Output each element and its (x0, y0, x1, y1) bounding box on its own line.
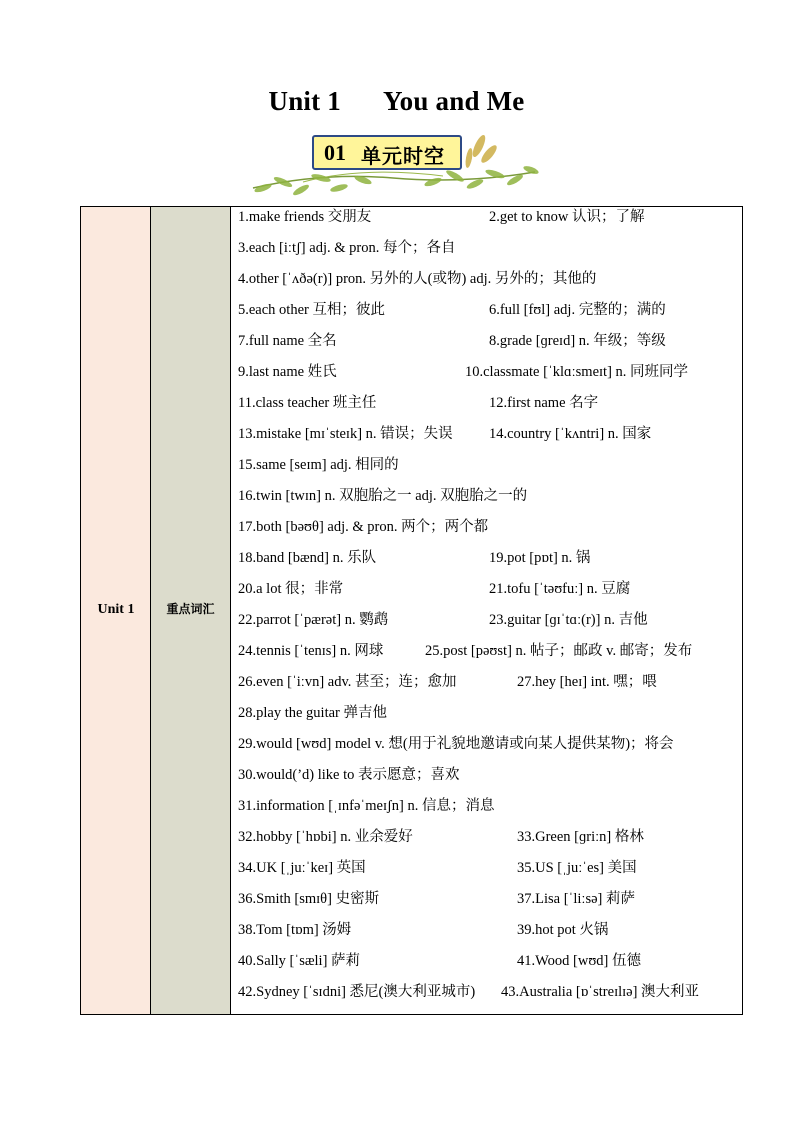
vocab-entry: 34.UK [ˌjuːˈkeɪ] 英国 (238, 860, 366, 876)
vocab-entry: 32.hobby [ˈhɒbi] n. 业余爱好 (238, 829, 413, 845)
title-unit: Unit 1 (268, 86, 341, 116)
vocab-entry: 5.each other 互相；彼此 (238, 302, 385, 318)
vocab-entry: 8.grade [ɡreɪd] n. 年级；等级 (489, 333, 666, 349)
vocab-entry: 42.Sydney [ˈsɪdni] 悉尼(澳大利亚城市) (238, 984, 476, 1000)
vocab-entry: 23.guitar [ɡɪˈtɑː(r)] n. 吉他 (489, 612, 648, 628)
vocab-entry: 4.other [ˈʌðə(r)] pron. 另外的人(或物) adj. 另外的；其他的 (238, 271, 597, 287)
unit-cell (81, 207, 151, 1014)
vocab-entry: 35.US [ˌjuːˈes] 美国 (517, 860, 637, 876)
vocab-entry: 38.Tom [tɒm] 汤姆 (238, 922, 352, 938)
vocab-entry: 41.Wood [wʊd] 伍德 (517, 953, 641, 969)
vocabulary-table (80, 206, 743, 1015)
vocab-entry: 30.would(’d) like to 表示愿意；喜欢 (238, 767, 460, 783)
vocab-entry: 18.band [bænd] n. 乐队 (238, 550, 377, 566)
vocab-entry: 26.even [ˈiːvn] adv. 甚至；连；愈加 (238, 674, 457, 690)
vocab-entry: 13.mistake [mɪˈsteɪk] n. 错误；失误 (238, 426, 453, 442)
vocab-entry: 15.same [seɪm] adj. 相同的 (238, 457, 399, 473)
vocab-entry: 9.last name 姓氏 (238, 364, 337, 380)
vocab-entry: 19.pot [pɒt] n. 锅 (489, 550, 591, 566)
banner-number: 01 (324, 140, 346, 165)
vocab-entry: 24.tennis [ˈtenɪs] n. 网球 (238, 643, 384, 659)
vocab-entry: 1.make friends 交朋友 (238, 209, 372, 225)
vocab-entry: 25.post [pəʊst] n. 帖子；邮政 v. 邮寄；发布 (425, 643, 693, 659)
banner-label: 单元时空 (361, 144, 445, 168)
unit-label: Unit 1 (97, 602, 135, 617)
vocab-entry: 6.full [fʊl] adj. 完整的；满的 (489, 302, 666, 318)
vocabulary-list (231, 207, 742, 1014)
vocab-entry: 21.tofu [ˈtəʊfuː] n. 豆腐 (489, 581, 631, 597)
vocab-entry: 10.classmate [ˈklɑːsmeɪt] n. 同班同学 (465, 364, 689, 380)
category-label: 重点词汇 (166, 602, 215, 616)
title-topic: You and Me (382, 86, 525, 116)
vocab-entry: 29.would [wʊd] model v. 想(用于礼貌地邀请或向某人提供某物)；将会 (238, 736, 674, 752)
vocab-entry: 43.Australia [ɒˈstreɪlɪə] 澳大利亚 (501, 984, 700, 1000)
vocab-entry: 3.each [iːtʃ] adj. & pron. 每个；各自 (238, 240, 456, 256)
page-title (0, 86, 793, 117)
vocab-entry: 14.country [ˈkʌntri] n. 国家 (489, 426, 652, 442)
vocab-entry: 20.a lot 很；非常 (238, 581, 344, 597)
vocab-entry: 36.Smith [smɪθ] 史密斯 (238, 891, 380, 907)
vocab-entry: 2.get to know 认识；了解 (489, 209, 645, 225)
vocab-entry: 11.class teacher 班主任 (238, 395, 377, 411)
vocab-entry: 16.twin [twɪn] n. 双胞胎之一 adj. 双胞胎之一的 (238, 488, 528, 504)
vocab-entry: 12.first name 名字 (489, 395, 599, 411)
vocab-entry: 33.Green [ɡriːn] 格林 (517, 829, 644, 845)
vocab-entry: 31.information [ˌɪnfəˈmeɪʃn] n. 信息；消息 (238, 798, 495, 814)
vocab-entry: 17.both [bəʊθ] adj. & pron. 两个；两个都 (238, 519, 489, 535)
vocab-entry: 37.Lisa [ˈliːsə] 莉萨 (517, 891, 635, 907)
vocab-entry: 7.full name 全名 (238, 333, 337, 349)
vocab-entry: 22.parrot [ˈpærət] n. 鹦鹉 (238, 612, 389, 628)
vocab-entry: 27.hey [heɪ] int. 嘿；喂 (517, 674, 657, 690)
category-cell (151, 207, 231, 1014)
vocab-entry: 40.Sally [ˈsæli] 萨莉 (238, 953, 361, 969)
section-banner (243, 132, 543, 202)
vocab-entry: 28.play the guitar 弹吉他 (238, 705, 387, 721)
vocab-entry: 39.hot pot 火锅 (517, 922, 609, 938)
